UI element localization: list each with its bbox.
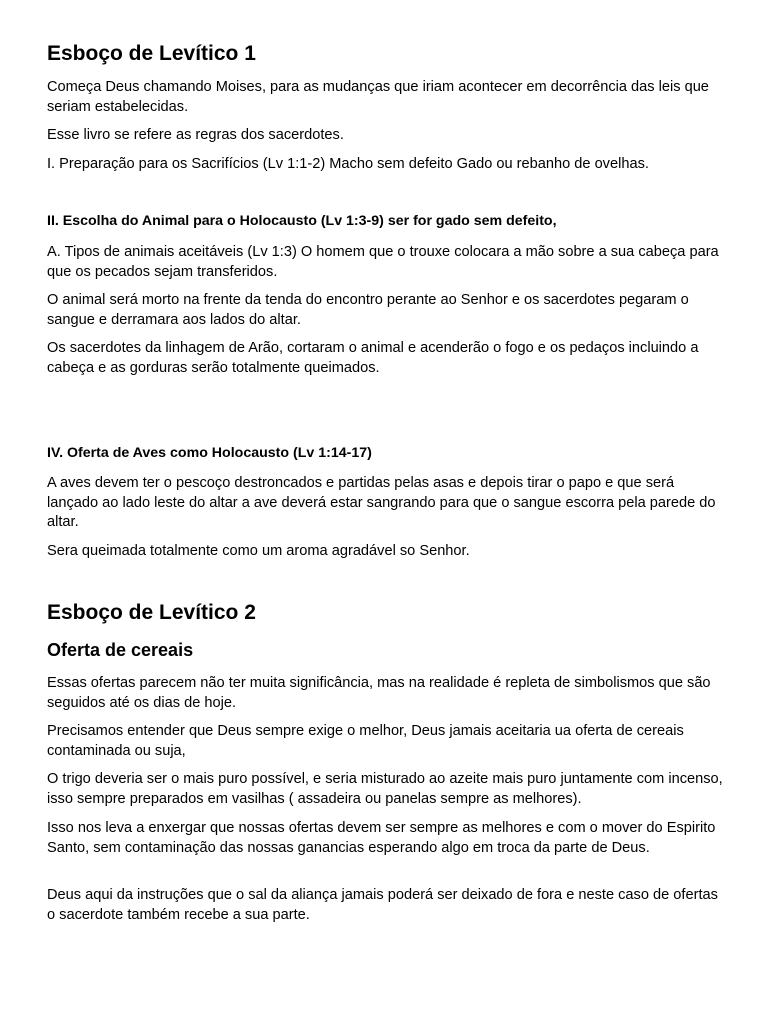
priests-paragraph: Os sacerdotes da linhagem de Arão, cortaram o animal e acenderão o fogo e os pedaços incluindo a cabeça e as gorduras serão totalmente queimados. bbox=[47, 340, 699, 376]
burnt-offering-paragraph: Sera queimada totalmente como um aroma agradável so Senhor. bbox=[47, 543, 470, 559]
animal-choice-heading: II. Escolha do Animal para o Holocausto (Lv 1:3-9) ser for gado sem defeito, bbox=[47, 213, 557, 229]
cereal-significance-paragraph: Essas ofertas parecem não ter muita significância, mas na realidade é repleta de simbolismos que são seguidos até os dias de hoje. bbox=[47, 675, 711, 711]
bird-offering-paragraph: A aves devem ter o pescoço destroncados e partidas pelas asas e depois tirar o papo e que será lançado ao lado leste do altar a ave deverá estar sangrando para que o sangue escorra pela parede do altar. bbox=[47, 475, 716, 530]
section-1-scope-paragraph: Esse livro se refere as regras dos sacerdotes. bbox=[47, 127, 344, 143]
offerings-best-paragraph: Isso nos leva a enxergar que nossas ofertas devem ser sempre as melhores e com o mover do Espirito Santo, sem contaminação das nossas ganancias esperando algo em troca da parte de Deus. bbox=[47, 820, 716, 856]
section-1-title: Esboço de Levítico 1 bbox=[47, 42, 256, 65]
animal-sacrifice-paragraph: O animal será morto na frente da tenda do encontro perante ao Senhor e os sacerdotes pegaram o sangue e derramara aos lados do altar. bbox=[47, 292, 689, 328]
preparation-point: I. Preparação para os Sacrifícios (Lv 1:1-2) Macho sem defeito Gado ou rebanho de ovelhas. bbox=[47, 156, 649, 172]
cereal-offering-subtitle: Oferta de cereais bbox=[47, 640, 194, 660]
salt-covenant-paragraph: Deus aqui da instruções que o sal da aliança jamais poderá ser deixado de fora e neste caso de ofertas o sacerdote também recebe a sua parte. bbox=[47, 887, 718, 923]
god-demands-best-paragraph: Precisamos entender que Deus sempre exige o melhor, Deus jamais aceitaria ua oferta de cereais contaminada ou suja, bbox=[47, 723, 684, 759]
acceptable-animals-paragraph: A. Tipos de animais aceitáveis (Lv 1:3) O homem que o trouxe colocara a mão sobre a sua cabeça para que os pecados sejam transferidos. bbox=[47, 244, 719, 280]
section-2-title: Esboço de Levítico 2 bbox=[47, 601, 256, 624]
section-1-intro-paragraph: Começa Deus chamando Moises, para as mudanças que iriam acontecer em decorrência das leis que seriam estabelecidas. bbox=[47, 79, 709, 115]
bird-offering-heading: IV. Oferta de Aves como Holocausto (Lv 1:14-17) bbox=[47, 445, 372, 461]
wheat-purity-paragraph: O trigo deveria ser o mais puro possível, e seria misturado ao azeite mais puro juntamente com incenso, isso sempre preparados em vasilhas ( assadeira ou panelas sempre as melhores). bbox=[47, 771, 723, 807]
